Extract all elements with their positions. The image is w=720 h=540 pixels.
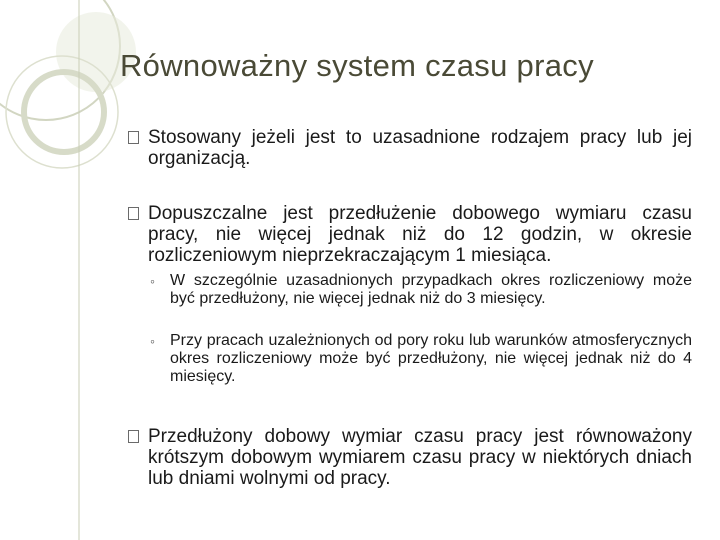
square-bullet-icon (128, 207, 139, 220)
sub-bullet-item (150, 332, 692, 386)
bullet-item (128, 426, 692, 489)
sub-bullet-item (150, 272, 692, 308)
circle-bullet-icon: ◦ (150, 273, 155, 289)
sub-bullet-text: W szczególnie uzasadnionych przypadkach okres rozliczeniowy może być przedłużony, nie więcej jednak niż do 3 miesięcy. (170, 272, 692, 307)
deco-circle-mid (24, 72, 104, 152)
bullet-item (128, 203, 692, 266)
square-bullet-icon (128, 131, 139, 144)
square-bullet-icon (128, 430, 139, 443)
sub-bullet-text: Przy pracach uzależnionych od pory roku lub warunków atmosferycznych okres rozliczeniowy może być przedłużony, nie więcej jednak niż do 4 miesięcy. (170, 332, 692, 385)
bullet-text: Stosowany jeżeli jest to uzasadnione rodzajem pracy lub jej organizacją. (148, 127, 692, 169)
circle-bullet-icon: ◦ (150, 333, 155, 349)
bullet-text: Dopuszczalne jest przedłużenie dobowego wymiaru czasu pracy, nie więcej jednak niż do 12 godzin, w okresie rozliczeniowym nieprzekraczającym 1 miesiąca. (148, 203, 692, 266)
slide-title: Równoważny system czasu pracy (120, 48, 594, 83)
bullet-text: Przedłużony dobowy wymiar czasu pracy jest równoważony krótszym dobowym wymiarem czasu pracy w niektórych dniach lub dniami wolnymi od pracy. (148, 426, 692, 489)
bullet-item (128, 127, 692, 169)
